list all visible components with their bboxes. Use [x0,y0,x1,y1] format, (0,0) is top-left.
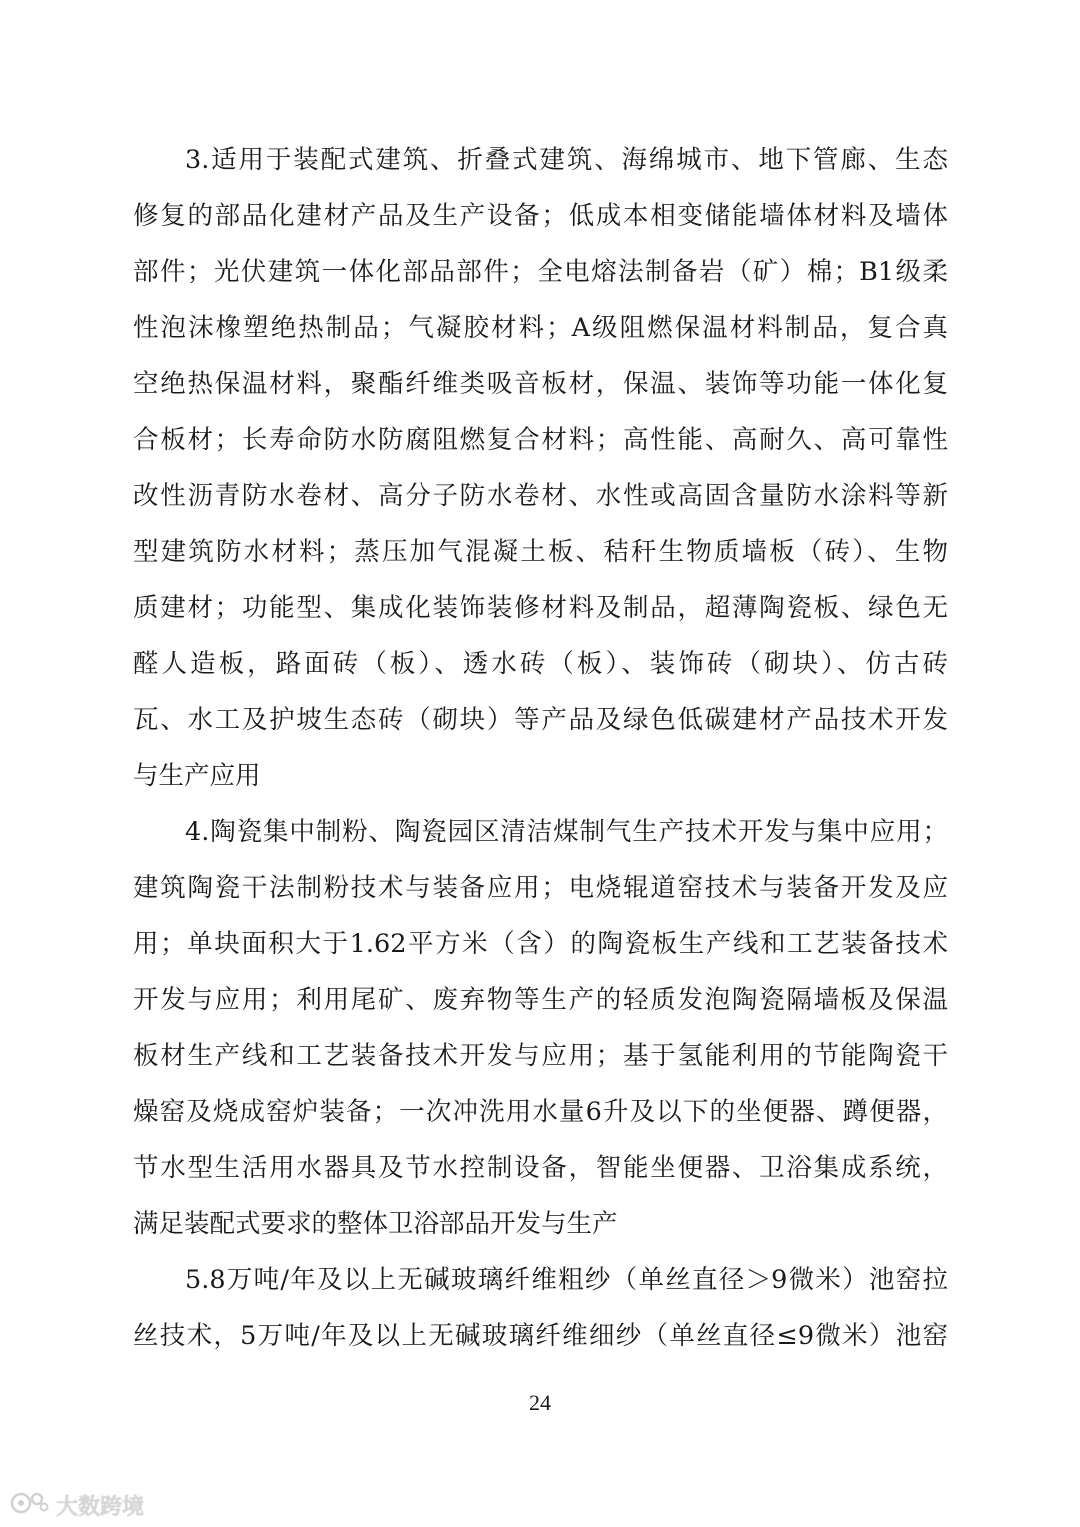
brand-logo-icon [10,1490,50,1520]
watermark-text: 大数跨境 [56,1494,145,1520]
watermark [10,1489,144,1521]
text-line: 板材生产线和工艺装备技术开发与应用；基于氢能利用的节能陶瓷干 [133,1041,948,1071]
text-line: 型建筑防水材料；蒸压加气混凝土板、秸秆生物质墙板（砖）、生物 [133,537,948,567]
text-line: 部件；光伏建筑一体化部品部件；全电熔法制备岩（矿）棉；B1级柔 [133,257,948,287]
text-line: 空绝热保温材料，聚酯纤维类吸音板材，保温、装饰等功能一体化复 [133,369,948,399]
text-line: 与生产应用 [133,761,261,791]
paragraph [133,804,948,1252]
text-line: 瓦、水工及护坡生态砖（砌块）等产品及绿色低碳建材产品技术开发 [133,705,948,735]
text-line: 用；单块面积大于1.62平方米（含）的陶瓷板生产线和工艺装备技术 [133,929,948,959]
text-line: 5.8万吨/年及以上无碱玻璃纤维粗纱（单丝直径＞9微米）池窑拉 [185,1265,948,1295]
text-line: 燥窑及烧成窑炉装备；一次冲洗用水量6升及以下的坐便器、蹲便器， [133,1097,948,1127]
text-line: 满足装配式要求的整体卫浴部品开发与生产 [133,1209,618,1239]
text-line: 丝技术，5万吨/年及以上无碱玻璃纤维细纱（单丝直径≤9微米）池窑 [133,1321,948,1351]
text-line: 质建材；功能型、集成化装饰装修材料及制品，超薄陶瓷板、绿色无 [133,593,948,623]
text-line: 合板材；长寿命防水防腐阻燃复合材料；高性能、高耐久、高可靠性 [133,425,948,455]
text-line: 开发与应用；利用尾矿、废弃物等生产的轻质发泡陶瓷隔墙板及保温 [133,985,948,1015]
paragraph [133,1252,948,1364]
text-line: 改性沥青防水卷材、高分子防水卷材、水性或高固含量防水涂料等新 [133,481,948,511]
text-line: 醛人造板，路面砖（板）、透水砖（板）、装饰砖（砌块）、仿古砖 [133,649,948,679]
text-line: 性泡沫橡塑绝热制品；气凝胶材料；A级阻燃保温材料制品，复合真 [133,313,948,343]
paragraph [133,132,948,804]
text-line: 节水型生活用水器具及节水控制设备，智能坐便器、卫浴集成系统， [133,1153,948,1183]
page-number: 24 [529,1390,551,1415]
text-line: 3.适用于装配式建筑、折叠式建筑、海绵城市、地下管廊、生态 [185,145,948,175]
document-body [133,132,948,1364]
text-line: 4.陶瓷集中制粉、陶瓷园区清洁煤制气生产技术开发与集中应用； [185,817,948,847]
text-line: 建筑陶瓷干法制粉技术与装备应用；电烧辊道窑技术与装备开发及应 [133,873,948,903]
text-line: 修复的部品化建材产品及生产设备；低成本相变储能墙体材料及墙体 [133,201,948,231]
